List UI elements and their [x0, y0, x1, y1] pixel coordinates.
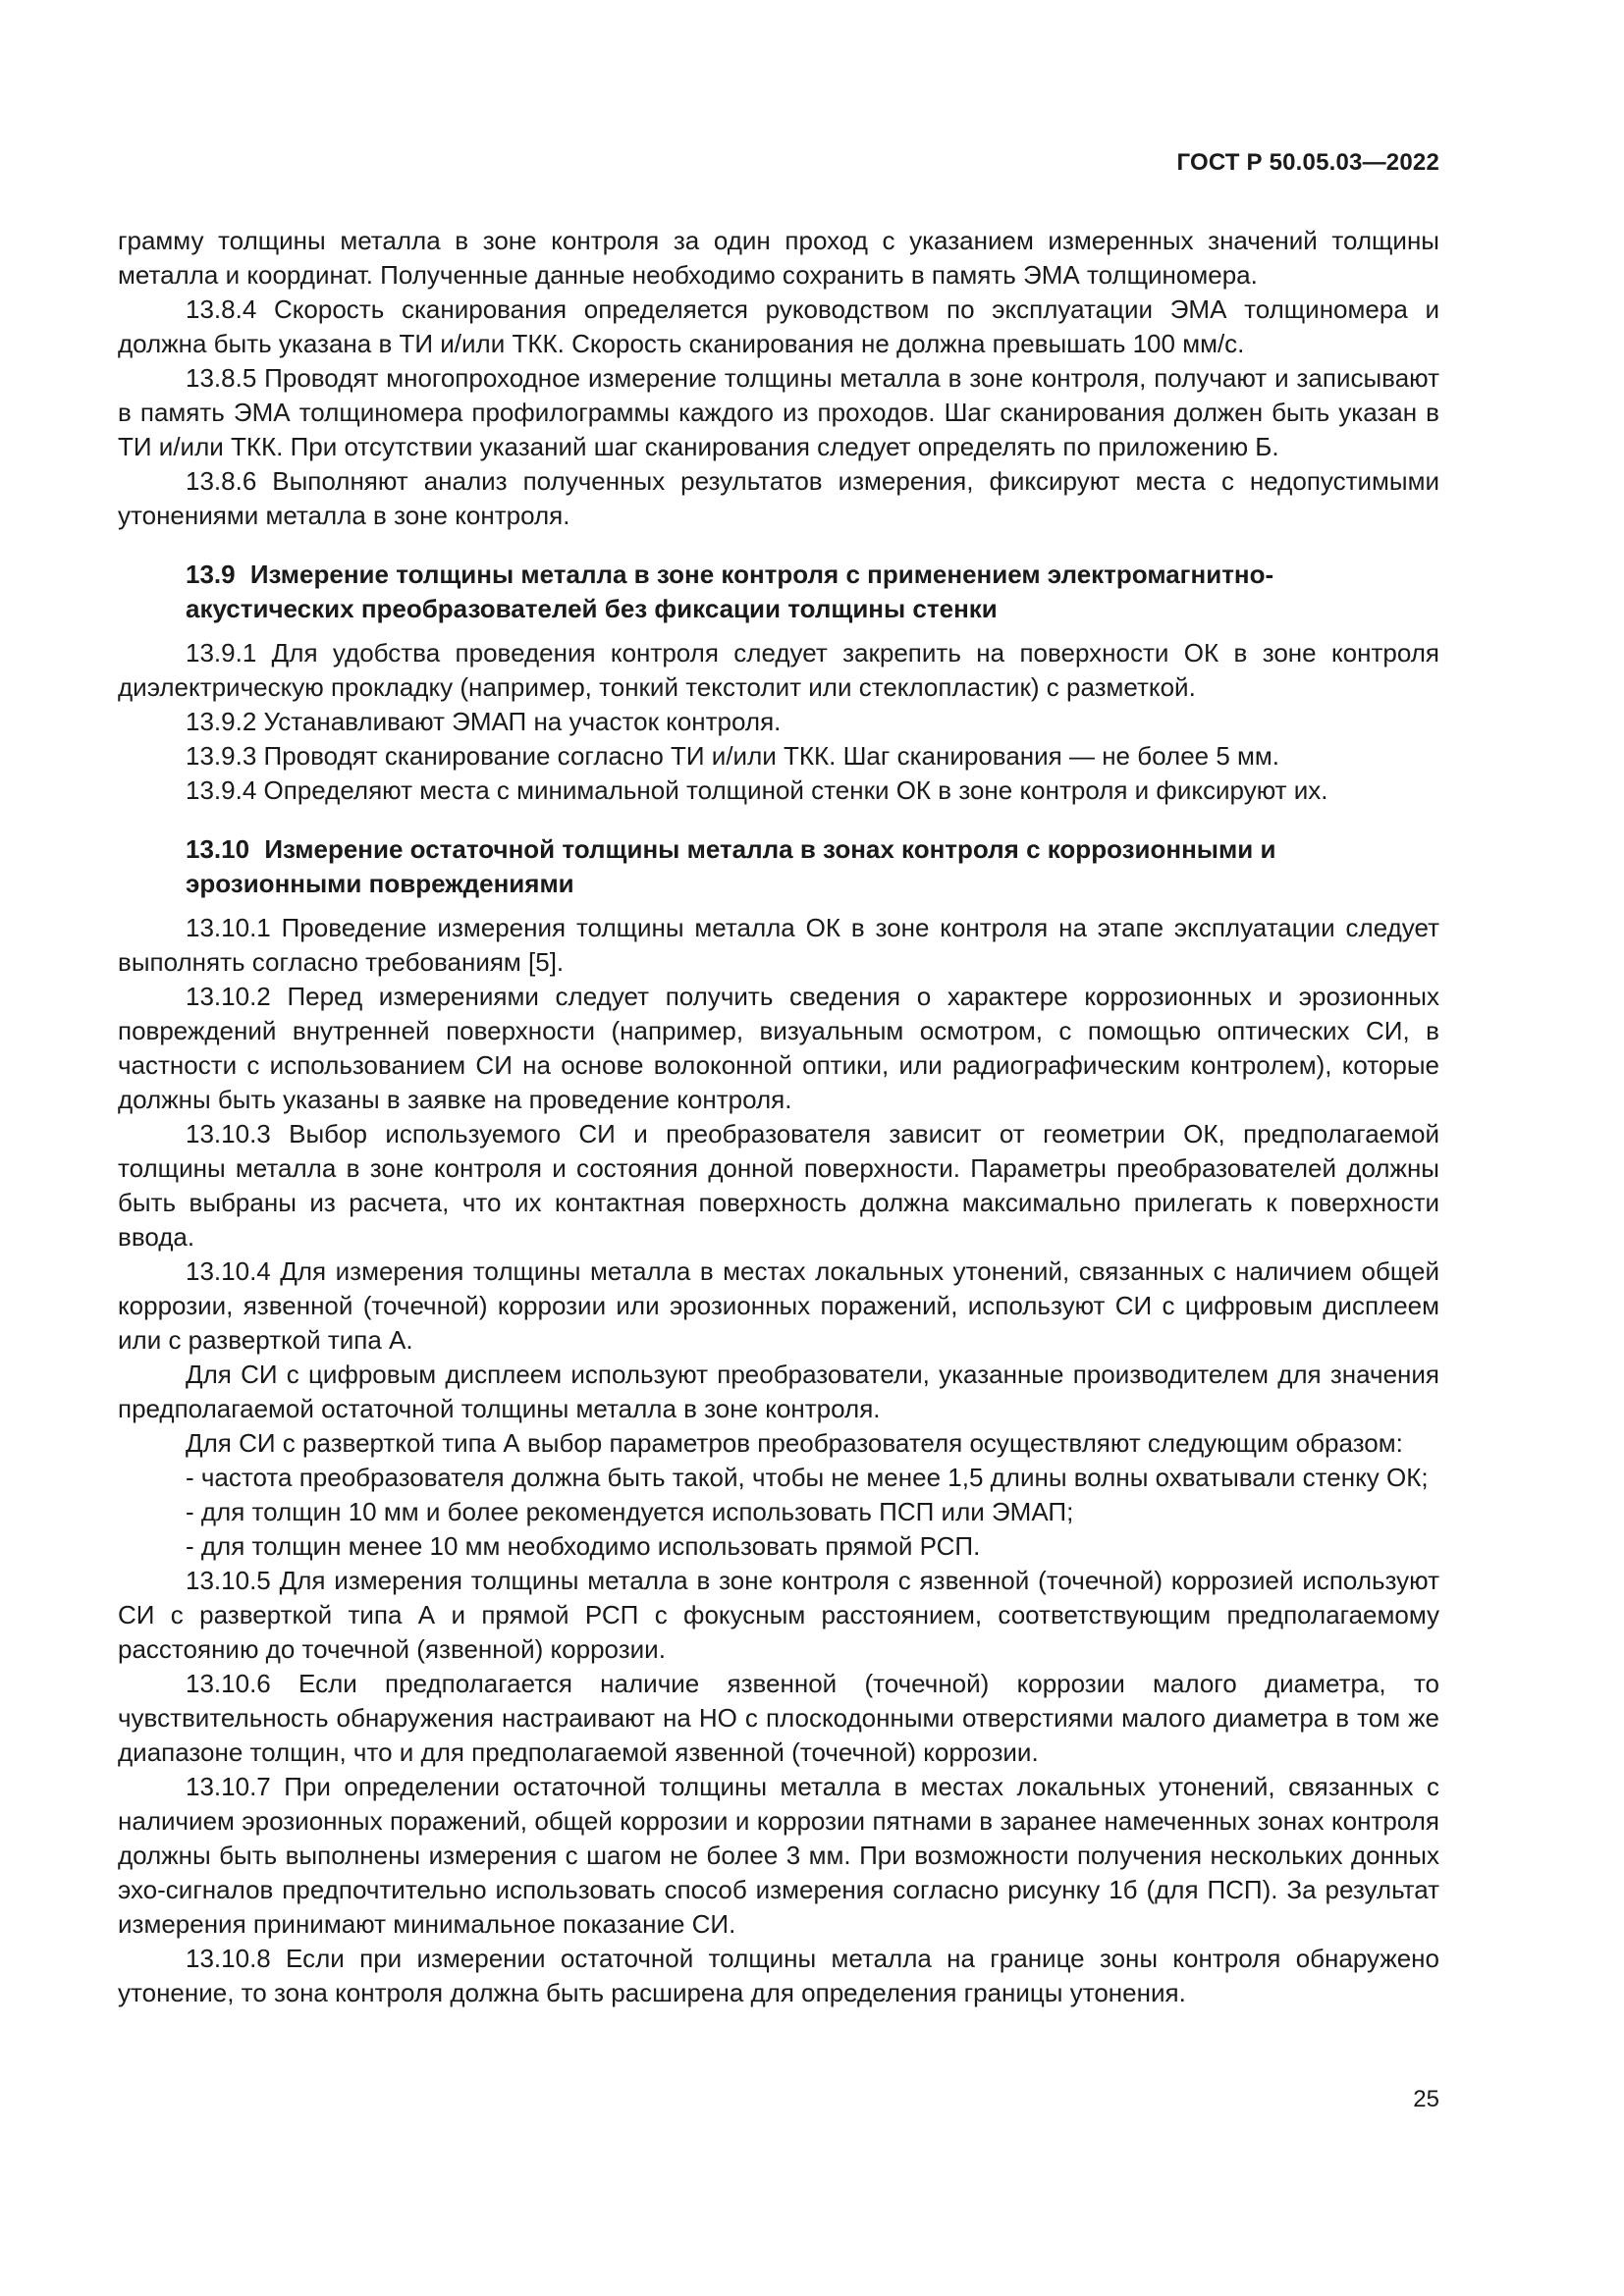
paragraph-13-10-6: 13.10.6 Если предполагается наличие язвенной (точечной) коррозии малого диаметра, то чувствительность обнаружения настраивают на НО с плоскодонными отверстиями малого диаметра в том же диапазоне толщин, что и для предполагаемой язвенной (точечной) коррозии. — [118, 1669, 1439, 1767]
paragraph-13-8-5: 13.8.5 Проводят многопроходное измерение толщины металла в зоне контроля, получают и записывают в память ЭМА толщиномера профилограммы каждого из проходов. Шаг сканирования должен быть указан в ТИ и/или ТКК. При отсутствии указаний шаг сканирования следует определять по приложению Б. — [118, 363, 1439, 461]
section-heading-13-10 — [118, 832, 1439, 901]
list-item: - для толщин 10 мм и более рекомендуется использовать ПСП или ЭМАП; — [186, 1497, 1074, 1526]
list-item: - для толщин менее 10 мм необходимо использовать прямой РСП. — [186, 1531, 981, 1561]
paragraph-continuation: грамму толщины металла в зоне контроля за один проход с указанием измеренных значений толщины металла и координат. Полученные данные необходимо сохранить в память ЭМА толщиномера. — [118, 226, 1439, 290]
paragraph-a-scan: Для СИ с разверткой типа А выбор параметров преобразователя осуществляют следующим образом: — [186, 1428, 1403, 1458]
document-body — [118, 224, 1439, 2010]
paragraph-13-9-2: 13.9.2 Устанавливают ЭМАП на участок контроля. — [186, 707, 782, 736]
paragraph-13-10-4: 13.10.4 Для измерения толщины металла в местах локальных утонений, связанных с наличием общей коррозии, язвенной (точечной) коррозии или эрозионных поражений, используют СИ с цифровым дисплеем или с разверткой типа А. — [118, 1256, 1439, 1355]
paragraph-digital-display: Для СИ с цифровым дисплеем используют преобразователи, указанные производителем для значения предполагаемой остаточной толщины металла в зоне контроля. — [118, 1360, 1439, 1423]
section-number: 13.10 — [186, 834, 250, 864]
paragraph-13-10-7: 13.10.7 При определении остаточной толщины металла в местах локальных утонений, связанных с наличием эрозионных поражений, общей коррозии и коррозии пятнами в заранее намеченных зонах контроля должны быть выполнены измерения с шагом не более 3 мм. При возможности получения нескольких донных эхо-сигналов предпочтительно использовать способ измерения согласно рисунку 1б (для ПСП). За результат измерения принимают минимальное показание СИ. — [118, 1772, 1439, 1939]
page-number: 25 — [1413, 2086, 1439, 2112]
paragraph-13-9-1: 13.9.1 Для удобства проведения контроля следует закрепить на поверхности ОК в зоне контроля диэлектрическую прокладку (например, тонкий текстолит или стеклопластик) с разметкой. — [118, 638, 1439, 702]
paragraph-13-10-8: 13.10.8 Если при измерении остаточной толщины металла на границе зоны контроля обнаружено утонение, то зона контроля должна быть расширена для определения границы утонения. — [118, 1944, 1439, 2007]
section-title: Измерение толщины металла в зоне контроля с применением электромагнитно-акустических преобразователей без фиксации толщины стенки — [186, 560, 1274, 623]
paragraph-13-9-3: 13.9.3 Проводят сканирование согласно ТИ и/или ТКК. Шаг сканирования — не более 5 мм. — [186, 741, 1279, 771]
paragraph-13-10-1: 13.10.1 Проведение измерения толщины металла ОК в зоне контроля на этапе эксплуатации следует выполнять согласно требованиям [5]. — [118, 913, 1439, 977]
section-number: 13.9 — [186, 560, 236, 589]
document-code: ГОСТ Р 50.05.03—2022 — [1176, 149, 1439, 176]
paragraph-13-10-2: 13.10.2 Перед измерениями следует получить сведения о характере коррозионных и эрозионных повреждений внутренней поверхности (например, визуальным осмотром, с помощью оптических СИ, в частности с использованием СИ на основе волоконной оптики, или радиографическим контролем), которые должны быть указаны в заявке на проведение контроля. — [118, 982, 1439, 1114]
paragraph-13-8-4: 13.8.4 Скорость сканирования определяется руководством по эксплуатации ЭМА толщиномера и должна быть указана в ТИ и/или ТКК. Скорость сканирования не должна превышать 100 мм/с. — [118, 294, 1439, 358]
list-item: - частота преобразователя должна быть такой, чтобы не менее 1,5 длины волны охватывали стенку ОК; — [186, 1463, 1429, 1492]
section-heading-13-9 — [118, 558, 1439, 626]
paragraph-13-10-3: 13.10.3 Выбор используемого СИ и преобразователя зависит от геометрии ОК, предполагаемой толщины металла в зоне контроля и состояния донной поверхности. Параметры преобразователей должны быть выбраны из расчета, что их контактная поверхность должна максимально прилегать к поверхности ввода. — [118, 1119, 1439, 1252]
section-title: Измерение остаточной толщины металла в зонах контроля с коррозионными и эрозионными повреждениями — [186, 834, 1276, 898]
paragraph-13-9-4: 13.9.4 Определяют места с минимальной толщиной стенки ОК в зоне контроля и фиксируют их. — [186, 775, 1328, 805]
paragraph-13-8-6: 13.8.6 Выполняют анализ полученных результатов измерения, фиксируют места с недопустимыми утонениями металла в зоне контроля. — [118, 466, 1439, 530]
paragraph-13-10-5: 13.10.5 Для измерения толщины металла в зоне контроля с язвенной (точечной) коррозией используют СИ с разверткой типа А и прямой РСП с фокусным расстоянием, соответствующим предполагаемому расстоянию до точечной (язвенной) коррозии. — [118, 1566, 1439, 1664]
